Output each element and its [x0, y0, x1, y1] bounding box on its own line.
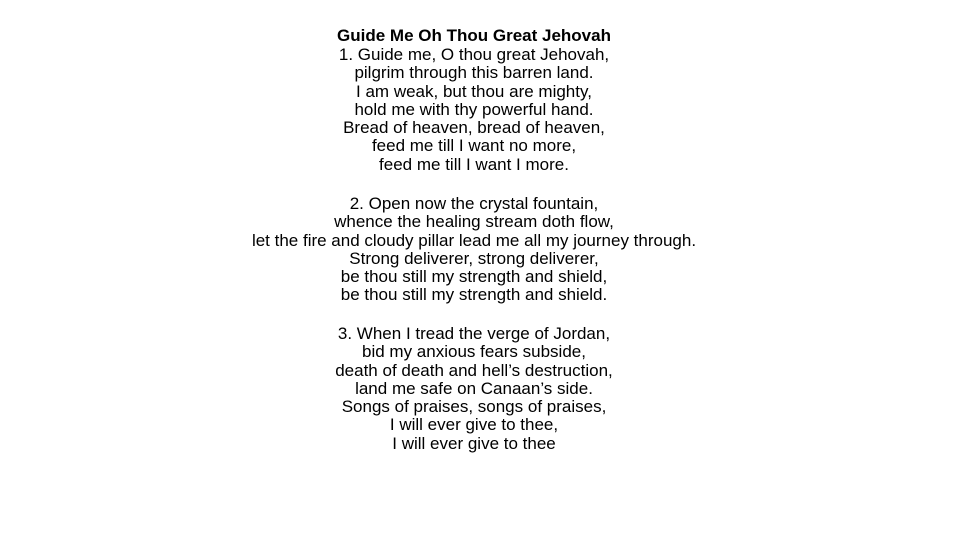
verse-line: Strong deliverer, strong deliverer,: [349, 248, 599, 268]
verse-line: I will ever give to thee,: [389, 415, 559, 435]
verse-line: land me safe on Canaan’s side.: [355, 378, 593, 398]
verse-line: be thou still my strength and shield,: [340, 267, 608, 287]
verse-line: let the fire and cloudy pillar lead me all my journey through.: [251, 230, 697, 250]
verse-line: death of death and hell’s destruction,: [335, 360, 613, 380]
hymn-title: Guide Me Oh Thou Great Jehovah: [337, 26, 611, 45]
verse-line: hold me with thy powerful hand.: [354, 99, 594, 119]
verse-line: be thou still my strength and shield.: [340, 285, 608, 305]
verse-line: 1. Guide me, O thou great Jehovah,: [338, 45, 610, 64]
verse-line: Bread of heaven, bread of heaven,: [343, 118, 605, 138]
verse-line: 3. When I tread the verge of Jordan,: [337, 324, 611, 343]
verse-line: feed me till I want no more,: [371, 136, 577, 156]
verse-line: bid my anxious fears subside,: [362, 342, 586, 362]
verse-line: I will ever give to thee: [392, 433, 556, 453]
verse-2: [0, 195, 948, 305]
verse-line: pilgrim through this barren land.: [354, 63, 594, 83]
verse-3: [0, 325, 948, 453]
verse-line: 2. Open now the crystal fountain,: [349, 194, 599, 213]
verse-line: Songs of praises, songs of praises,: [341, 397, 607, 417]
verse-line: whence the healing stream doth flow,: [334, 212, 614, 232]
verse-line: feed me till I want I more.: [379, 154, 569, 174]
verse-1: [0, 46, 948, 174]
verse-line: I am weak, but thou are mighty,: [356, 81, 592, 101]
